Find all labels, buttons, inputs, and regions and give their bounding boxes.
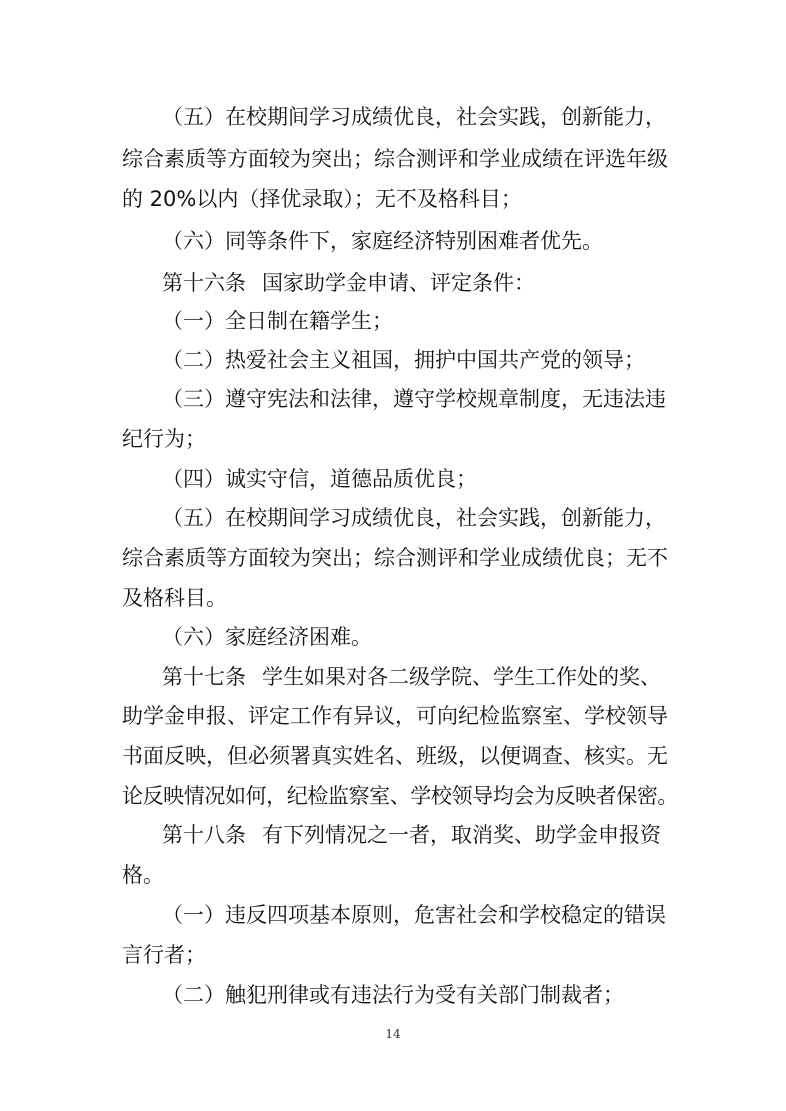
paragraph-line: （一）违反四项基本原则，危害社会和学校稳定的错误 — [162, 903, 666, 927]
paragraph-line: 及格科目。 — [122, 586, 227, 610]
article-heading-line — [162, 662, 661, 692]
article-number: 第十七条 — [162, 665, 246, 689]
paragraph-line: （四）诚实守信，道德品质优良； — [162, 467, 477, 491]
article-heading-line — [162, 820, 661, 850]
paragraph-line: 书面反映，但必须署真实姓名、班级，以便调查、核实。无 — [122, 744, 668, 768]
paragraph-line: （六）同等条件下，家庭经济特别困难者优先。 — [162, 229, 603, 253]
article-number: 第十八条 — [162, 823, 246, 847]
paragraph-line: （六）家庭经济困难。 — [162, 625, 372, 649]
paragraph-line: （五）在校期间学习成绩优良，社会实践，创新能力， — [162, 506, 666, 530]
paragraph-line: 纪行为； — [122, 427, 206, 451]
paragraph-line: （一）全日制在籍学生； — [162, 309, 393, 333]
paragraph-line: 格。 — [122, 863, 164, 887]
paragraph-line: （五）在校期间学习成绩优良，社会实践，创新能力， — [162, 105, 666, 129]
article-number: 第十六条 — [162, 271, 246, 295]
paragraph-line: 言行者； — [122, 943, 206, 967]
paragraph-line: （二）热爱社会主义祖国，拥护中国共产党的领导； — [162, 348, 645, 372]
paragraph-line: 论反映情况如何，纪检监察室、学校领导均会为反映者保密。 — [122, 784, 678, 808]
paragraph-line: 综合素质等方面较为突出；综合测评和学业成绩优良；无不 — [122, 546, 668, 570]
paragraph-line: 助学金申报、评定工作有异议，可向纪检监察室、学校领导 — [122, 704, 668, 728]
paragraph-line: （三）遵守宪法和法律，遵守学校规章制度，无违法违 — [162, 387, 666, 411]
paragraph-line: （二）触犯刑律或有违法行为受有关部门制裁者； — [162, 983, 624, 1007]
article-heading-line — [162, 268, 535, 298]
article-text: 有下列情况之一者，取消奖、助学金申报资 — [262, 823, 661, 847]
article-text: 国家助学金申请、评定条件： — [262, 271, 535, 295]
paragraph-line: 的 20%以内（择优录取）；无不及格科目； — [122, 187, 522, 211]
page-number: 14 — [385, 1027, 401, 1041]
paragraph-line: 综合素质等方面较为突出；综合测评和学业成绩在评选年级 — [122, 147, 668, 171]
article-text: 学生如果对各二级学院、学生工作处的奖、 — [262, 665, 661, 689]
